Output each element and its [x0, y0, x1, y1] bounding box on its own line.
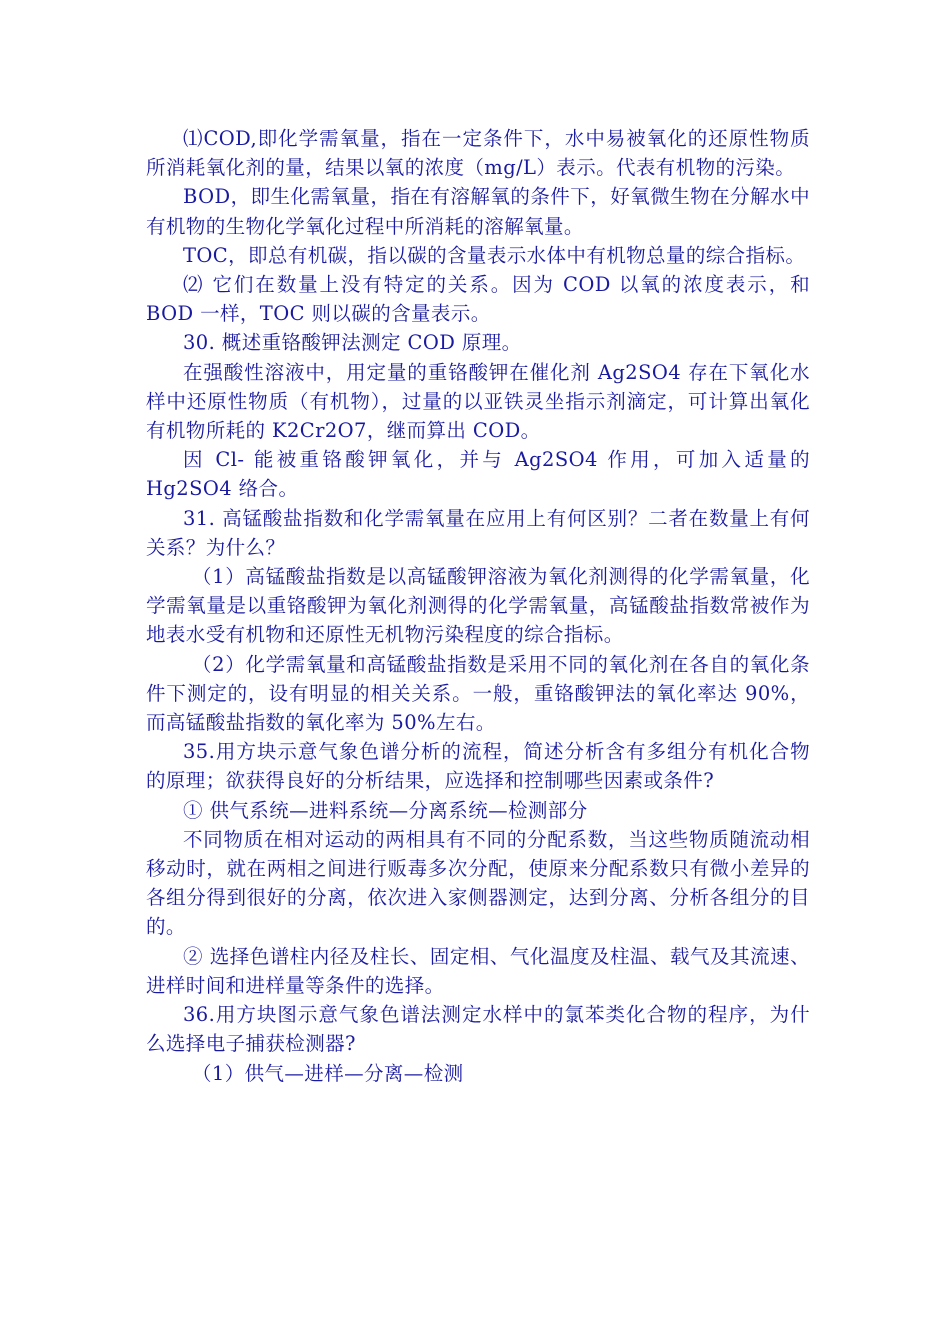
question-31: 31. 高锰酸盐指数和化学需氧量在应用上有何区别？二者在数量上有何关系？为什么？ [146, 506, 810, 559]
answer-35-flow: ① 供气系统—进料系统—分离系统—检测部分 [183, 798, 588, 822]
document-body [146, 124, 810, 1088]
question-35: 35.用方块示意气象色谱分析的流程，简述分析含有多组分有机化合物的原理；欲获得良好的分析结果，应选择和控制哪些因素或条件? [146, 740, 810, 793]
answer-30-chloride: 因 Cl- 能被重铬酸钾氧化，并与 Ag2SO4 作用，可加入适量的 Hg2SO4 络合。 [146, 448, 810, 501]
paragraph-toc-definition: TOC，即总有机碳，指以碳的含量表示水体中有机物总量的综合指标。 [183, 243, 806, 267]
answer-31-part-2: （2）化学需氧量和高锰酸盐指数是采用不同的氧化剂在各自的氧化条件下测定的，设有明显的相关关系。一般，重铬酸钾法的氧化率达 90%，而高锰酸盐指数的氧化率为 50%左右。 [146, 652, 810, 735]
answer-30-principle: 在强酸性溶液中，用定量的重铬酸钾在催化剂 Ag2SO4 存在下氧化水样中还原性物质（有机物），过量的以亚铁灵坐指示剂滴定，可计算出氧化有机物所耗的 K2Cr2O7，继而算出 COD。 [146, 360, 810, 443]
paragraph-cod-definition: ⑴COD,即化学需氧量，指在一定条件下，水中易被氧化的还原性物质所消耗氧化剂的量，结果以氧的浓度（mg/L）表示。代表有机物的污染。 [146, 127, 810, 180]
question-30: 30. 概述重铬酸钾法测定 COD 原理。 [183, 331, 522, 355]
answer-31-part-1: （1）高锰酸盐指数是以高锰酸钾溶液为氧化剂测得的化学需氧量，化学需氧量是以重铬酸钾为氧化剂测得的化学需氧量，高锰酸盐指数常被作为地表水受有机物和还原性无机物污染程度的综合指标。 [146, 565, 810, 647]
answer-35-principle: 不同物质在相对运动的两相具有不同的分配系数，当这些物质随流动相移动时，就在两相之间进行贩毒多次分配，使原来分配系数只有微小差异的各组分得到很好的分离，依次进入家侧器测定，达到分离、分析各组分的目的。 [146, 827, 810, 939]
answer-35-conditions: ② 选择色谱柱内径及柱长、固定相、气化温度及柱温、载气及其流速、进样时间和进样量等条件的选择。 [146, 944, 810, 997]
answer-36-flow: （1）供气—进样—分离—检测 [192, 1061, 464, 1085]
paragraph-relationship: ⑵ 它们在数量上没有特定的关系。因为 COD 以氧的浓度表示，和 BOD 一样，TOC 则以碳的含量表示。 [146, 273, 810, 326]
question-36: 36.用方块图示意气象色谱法测定水样中的氯苯类化合物的程序，为什么选择电子捕获检测器? [146, 1003, 810, 1056]
paragraph-bod-definition: BOD，即生化需氧量，指在有溶解氧的条件下，好氧微生物在分解水中有机物的生物化学氧化过程中所消耗的溶解氧量。 [146, 185, 810, 238]
